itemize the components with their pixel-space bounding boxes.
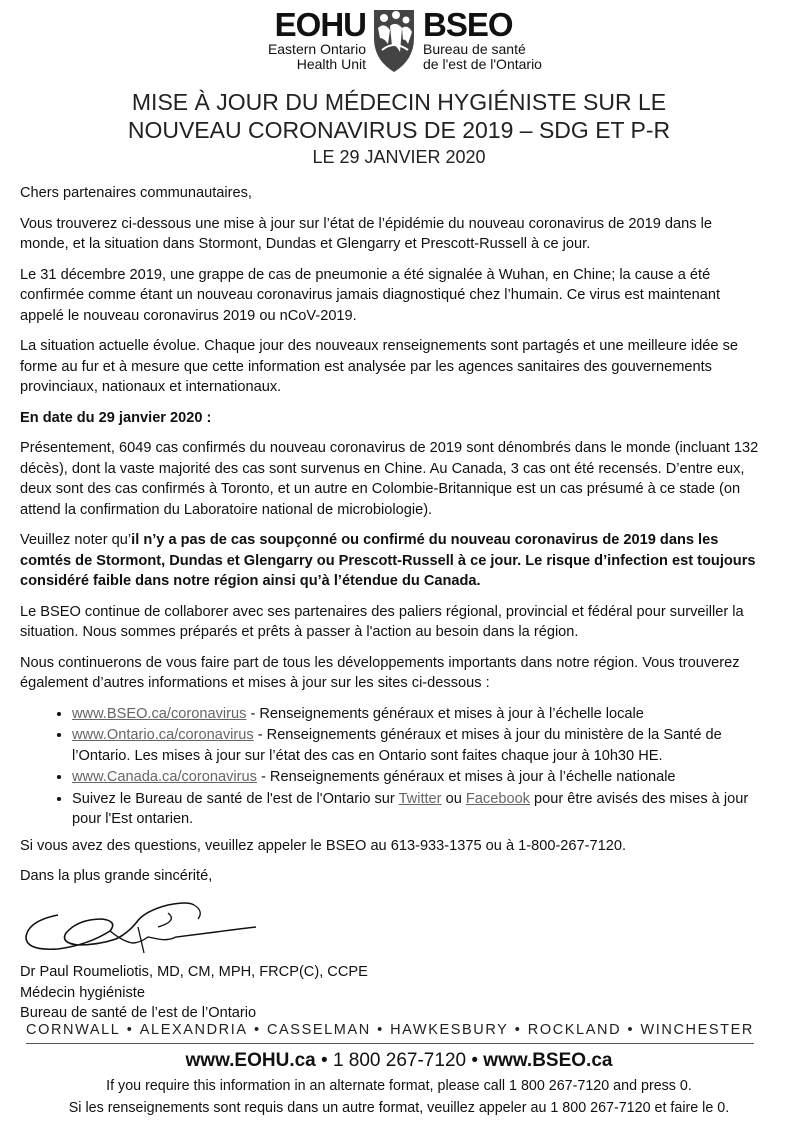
letter-body (20, 183, 760, 897)
town-casselman: CASSELMAN (266, 1022, 371, 1038)
bullet-separator-icon: • (321, 1050, 333, 1071)
town-winchester: WINCHESTER (640, 1022, 754, 1038)
canada-coronavirus-link[interactable]: www.Canada.ca/coronavirus (72, 769, 257, 785)
bullet-separator-icon: • (377, 1022, 384, 1038)
ontario-coronavirus-link[interactable]: www.Ontario.ca/coronavirus (72, 727, 254, 743)
signature-block (20, 962, 368, 1024)
footer-divider (26, 1043, 754, 1044)
paragraph-intro: Vous trouverez ci-dessous une mise à jour sur l’état de l’épidémie du nouveau coronavirus de 2019 dans le monde, et la situation dans Stormont, Dundas et Glengarry et Prescott-Russell à ce jour. (20, 215, 712, 252)
signatory-organization: Bureau de santé de l’est de l’Ontario (20, 1005, 257, 1021)
paragraph-background: Le 31 décembre 2019, une grappe de cas de pneumonie a été signalée à Wuhan, en Chine; la cause a été confirmée comme étant un nouveau coronavirus jamais diagnostiqué chez l’humain. Ce virus est maintenant appelé le nouveau coronavirus 2019 ou nCoV-2019. (20, 266, 721, 324)
twitter-link[interactable]: Twitter (398, 790, 442, 807)
town-rockland: ROCKLAND (527, 1022, 622, 1038)
logo-french-name: Bureau de santé de l'est de l'Ontario (423, 41, 542, 72)
greeting: Chers partenaires communautaires, (20, 185, 252, 201)
logo-english-name: Eastern Ontario Health Unit (267, 41, 366, 72)
signatory-role: Médecin hygiéniste (20, 984, 145, 1001)
office-locations (26, 1022, 754, 1038)
bullet-separator-icon: • (627, 1022, 635, 1038)
phone-number: 1 800 267-7120 (332, 1050, 467, 1071)
logo-bseo-text: BSEO (423, 6, 513, 43)
alternate-format-french: Si les renseignements sont requis dans un autre format, veuillez appeler au 1 800 267-7120 et faire le 0. (68, 1100, 730, 1116)
facebook-link[interactable]: Facebook (465, 790, 530, 807)
local-risk-statement: il n’y a pas de cas soupçonné ou confirmé du nouveau coronavirus de 2019 dans les comtés de Stormont, Dundas et Glengarry ou Prescott-Russell à ce jour. Le risque d’infection est toujours considéré faible dans notre région ainsi qu’à l’étendue du Canada. (20, 532, 756, 589)
resource-list (20, 704, 760, 830)
paragraph-situation: La situation actuelle évolue. Chaque jour des nouveaux renseignements sont partagés et une meilleure idée se forme au fur et à mesure que cette information est analysée par les agences sanitaires des gouvernements provinciaux, nationaux et internationaux. (20, 338, 738, 395)
list-item: • www.Canada.ca/coronavirus - Renseignements généraux et mises à jour à l’échelle nationale (72, 767, 760, 788)
paragraph-questions: Si vous avez des questions, veuillez appeler le BSEO au 613-933-1375 ou à 1-800-267-7120. (20, 837, 627, 854)
paragraph-collaboration: Le BSEO continue de collaborer avec ses partenaires des paliers régional, provincial et fédéral pour surveiller la situation. Nous sommes préparés et prêts à passer à l'action au besoin dans la région. (20, 603, 744, 640)
eohu-website-link[interactable]: www.EOHU.ca (185, 1050, 316, 1071)
town-alexandria: ALEXANDRIA (139, 1022, 248, 1038)
logo-eohu-text: EOHU (274, 6, 366, 43)
town-cornwall: CORNWALL (26, 1022, 121, 1038)
list-item: • www.BSEO.ca/coronavirus - Renseignements généraux et mises à jour à l’échelle locale (72, 704, 760, 725)
paragraph-case-counts: Présentement, 6049 cas confirmés du nouveau coronavirus de 2019 sont dénombrés dans le monde (incluant 132 décès), dont la vaste majorité des cas sont survenus en Chine. Au Canada, 3 cas ont été recensés. D’entre eux, deux sont des cas confirmés à Toronto, et un autre en Colombie-Britannique est un cas présumé à ce stade (on attend la confirmation du Laboratoire national de microbiologie). (20, 440, 759, 518)
footer-contact (0, 1048, 798, 1074)
paragraph-resources: Nous continuerons de vous faire part de tous les développements importants dans notre région. Vous trouverez également d’autres informations et mises à jour sur les sites ci-dessous : (20, 654, 740, 691)
handwritten-signature (18, 893, 258, 961)
bseo-website-link[interactable]: www.BSEO.ca (483, 1050, 613, 1071)
health-unit-emblem-icon (368, 4, 420, 74)
closing: Dans la plus grande sincérité, (20, 868, 213, 884)
bullet-separator-icon: • (126, 1022, 134, 1038)
town-hawkesbury: HAWKESBURY (390, 1022, 509, 1038)
date-heading: En date du 29 janvier 2020 : (20, 409, 212, 426)
eohu-bseo-logo (250, 2, 550, 74)
document-title-line2: NOUVEAU CORONAVIRUS DE 2019 – SDG ET P-R (127, 117, 671, 143)
bseo-coronavirus-link[interactable]: www.BSEO.ca/coronavirus (72, 705, 247, 722)
list-item: • Suivez le Bureau de santé de l'est de l'Ontario sur Twitter ou Facebook pour être avisés des mises à jour pour l'Est ontarien. (72, 789, 760, 830)
bullet-separator-icon: • (514, 1022, 522, 1038)
bullet-separator-icon: • (253, 1022, 261, 1038)
alternate-format-english: If you require this information in an alternate format, please call 1 800 267-7120 and press 0. (106, 1078, 692, 1094)
document-date: LE 29 JANVIER 2020 (312, 147, 486, 167)
list-item: • www.Ontario.ca/coronavirus - Renseignements généraux et mises à jour du ministère de la Santé de l’Ontario. Les mises à jour sur l’état des cas en Ontario sont faites chaque jour à 10h30 HE. (72, 725, 760, 766)
document-title-line1: MISE À JOUR DU MÉDECIN HYGIÉNISTE SUR LE (131, 89, 667, 115)
bullet-separator-icon: • (471, 1050, 484, 1071)
paragraph-local-risk: Veuillez noter qu’il n’y a pas de cas soupçonné ou confirmé du nouveau coronavirus de 2019 dans les comtés de Stormont, Dundas et Glengarry ou Prescott-Russell à ce jour. Le risque d’infection est toujours considéré faible dans notre région ainsi qu’à l’étendue du Canada. (20, 532, 756, 589)
signatory-name: Dr Paul Roumeliotis, MD, CM, MPH, FRCP(C), CCPE (20, 964, 368, 980)
